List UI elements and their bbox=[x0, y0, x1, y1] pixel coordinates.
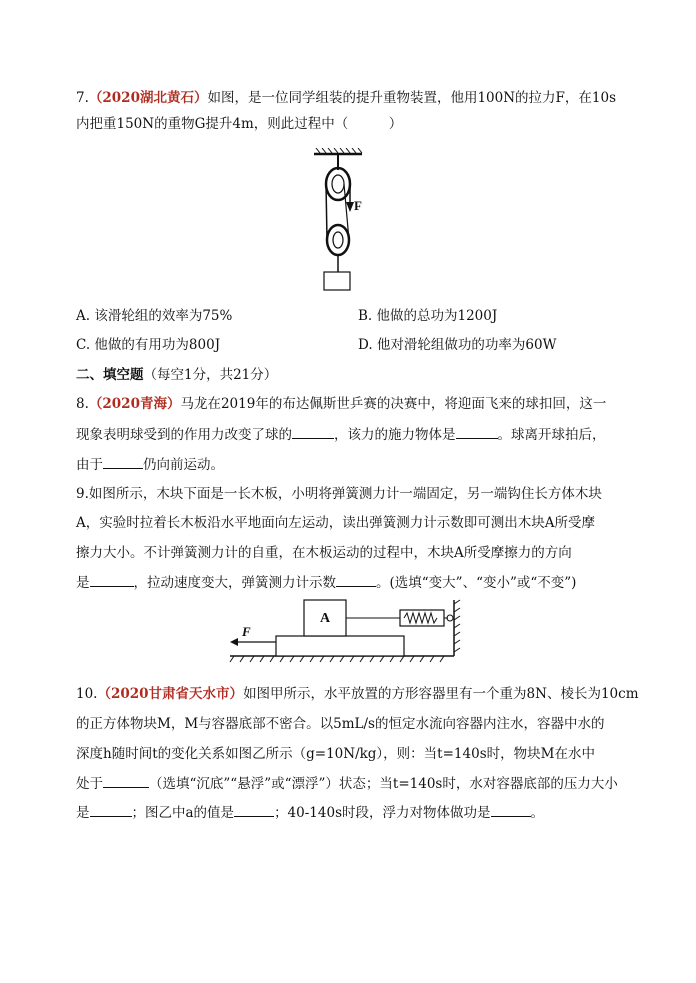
q9-line2: A，实验时拉着长木板沿水平地面向左运动，读出弹簧测力计示数即可测出木块A所受摩 bbox=[76, 515, 595, 531]
q10-blank-2[interactable] bbox=[90, 802, 132, 817]
q8-blank-1[interactable] bbox=[292, 424, 334, 439]
q8-blank-2[interactable] bbox=[456, 424, 498, 439]
q8-text-2a: 现象表明球受到的作用力改变了球的 bbox=[76, 427, 292, 443]
q10-line2: 的正方体物块M，M与容器底部不密合。以5mL/s的恒定水流向容器内注水，容器中水的 bbox=[76, 716, 605, 732]
rope-left bbox=[326, 184, 327, 240]
fixed-pulley bbox=[326, 168, 350, 200]
q9-text-4a: 是 bbox=[76, 575, 90, 591]
section-title: 二、填空题 bbox=[76, 367, 144, 383]
q10-text-5c: ；40-140s时段，浮力对物体做功是 bbox=[274, 805, 491, 821]
section-note: （每空1分，共21分） bbox=[143, 367, 278, 383]
q10-line5 bbox=[76, 802, 544, 823]
q8-text-2b: ，该力的施力物体是 bbox=[334, 427, 456, 443]
spring-scale bbox=[400, 610, 453, 626]
q7-number: 7. bbox=[76, 90, 89, 106]
force-arrow-head bbox=[230, 638, 238, 646]
q8-text-3b: 仍向前运动。 bbox=[143, 457, 224, 473]
force-arrow bbox=[346, 202, 354, 212]
q8-blank-3[interactable] bbox=[103, 454, 143, 469]
q9-text-4c: 。(选填“变大”、“变小”或“不变”) bbox=[376, 575, 577, 591]
q10-text-5a: 是 bbox=[76, 805, 90, 821]
q8-text-2c: 。球离开球拍后， bbox=[497, 427, 606, 443]
q9-line3: 擦力大小。不计弹簧测力计的自重，在木板运动的过程中，木块A所受摩擦力的方向 bbox=[76, 545, 572, 561]
q10-blank-3[interactable] bbox=[234, 802, 274, 817]
q8-line1 bbox=[76, 394, 606, 414]
block-a-label: A bbox=[320, 611, 331, 626]
q9-blank-2[interactable] bbox=[336, 572, 376, 587]
figure-label-f: F bbox=[354, 198, 362, 213]
q7-option-d: D. 他对滑轮组做功的功率为60W bbox=[358, 337, 557, 353]
weight-box bbox=[324, 272, 350, 290]
section-heading bbox=[76, 365, 277, 385]
force-label-f: F bbox=[242, 624, 251, 639]
q7-option-b: B. 他做的总功为1200J bbox=[358, 308, 498, 324]
friction-figure bbox=[228, 598, 464, 666]
q8-number: 8. bbox=[76, 396, 89, 412]
q10-line4 bbox=[76, 773, 618, 794]
q8-line2 bbox=[76, 424, 606, 445]
q10-text-4a: 处于 bbox=[76, 776, 103, 792]
q10-text-5d: 。 bbox=[530, 805, 544, 821]
q8-line3 bbox=[76, 454, 224, 475]
q10-line3: 深度h随时间t的变化关系如图乙所示（g=10N/kg），则：当t=140s时，物块M在水中 bbox=[76, 746, 595, 762]
q10-source: （2020甘肃省天水市） bbox=[97, 686, 244, 702]
q10-blank-1[interactable] bbox=[103, 773, 149, 788]
q8-text-1: 马龙在2019年的布达佩斯世乒赛的决赛中，将迎面飞来的球扣回，这一 bbox=[180, 396, 607, 412]
movable-pulley bbox=[327, 225, 349, 255]
long-board bbox=[276, 636, 404, 656]
q10-number: 10. bbox=[76, 686, 98, 702]
q7-line1 bbox=[76, 88, 616, 108]
q7-source: （2020湖北黄石） bbox=[88, 90, 208, 106]
q7-line2: 内把重150N的重物G提升4m，则此过程中（ ） bbox=[76, 116, 403, 132]
q8-text-3a: 由于 bbox=[76, 457, 103, 473]
wall bbox=[454, 600, 460, 656]
pulley-figure bbox=[300, 148, 380, 296]
q10-text-4b: （选填“沉底”“悬浮”或“漂浮”）状态；当t=140s时，水对容器底部的压力大小 bbox=[149, 776, 618, 792]
q8-source: （2020青海） bbox=[88, 396, 181, 412]
q9-line1: 9.如图所示，木块下面是一长木板，小明将弹簧测力计一端固定，另一端钩住长方体木块 bbox=[76, 486, 602, 502]
q9-line4 bbox=[76, 572, 576, 593]
q9-blank-1[interactable] bbox=[90, 572, 134, 587]
q10-line1 bbox=[76, 684, 639, 704]
ceiling-hatch bbox=[314, 148, 362, 154]
q7-text-1: 如图，是一位同学组装的提升重物装置，他用100N的拉力F，在10s bbox=[207, 90, 617, 106]
q10-text-1: 如图甲所示，水平放置的方形容器里有一个重为8N、棱长为10cm bbox=[243, 686, 639, 702]
q9-text-4b: ，拉动速度变大，弹簧测力计示数 bbox=[133, 575, 336, 591]
q10-blank-4[interactable] bbox=[491, 802, 531, 817]
q10-text-5b: ；图乙中a的值是 bbox=[131, 805, 235, 821]
q7-option-c: C. 他做的有用功为800J bbox=[76, 337, 221, 353]
ground bbox=[230, 656, 454, 662]
q7-option-a: A. 该滑轮组的效率为75% bbox=[76, 308, 233, 324]
